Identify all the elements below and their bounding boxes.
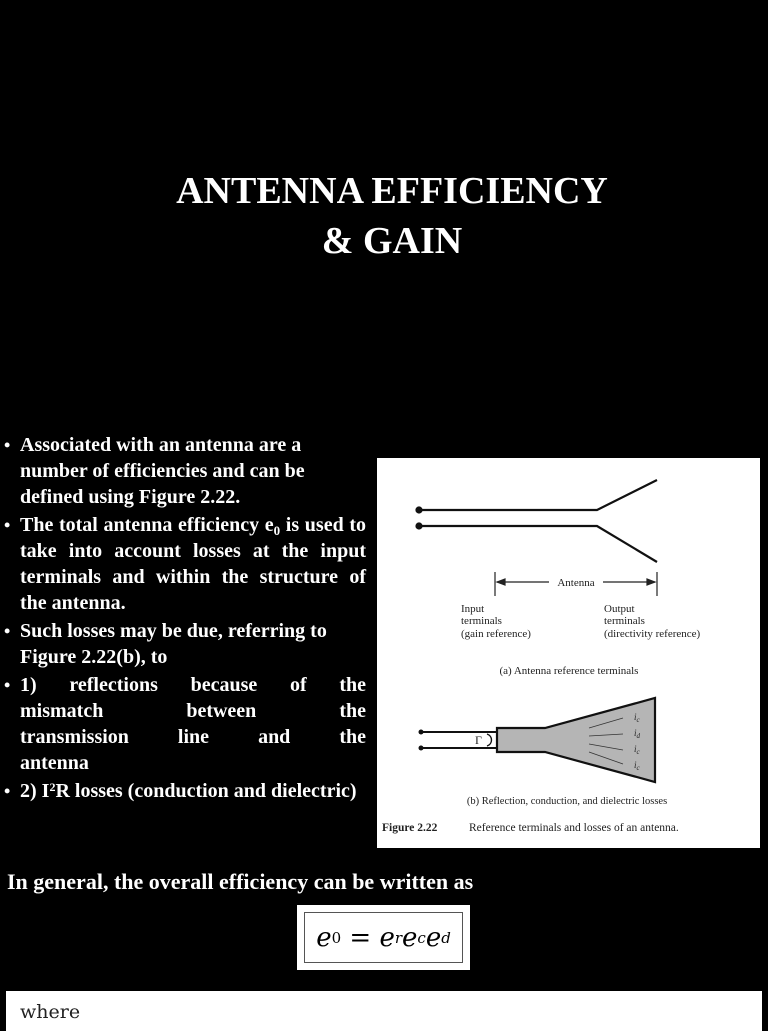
bullet-list [4,432,366,806]
formula-subscript: d [441,928,451,947]
word: reflections [69,674,158,696]
bullet-text-post: R losses (conduction and dielectric) [55,780,357,802]
word: and [258,726,291,748]
antenna-diagram [377,458,760,848]
word: line [177,726,210,748]
current-label: $i_c$ [634,712,640,724]
output-label-line-1: Output [604,603,635,615]
bullet-dot-icon: • [4,781,11,801]
bullet-text-pre: 2) I [20,780,50,802]
slide-title [0,166,768,266]
formula-subscript: r [394,928,403,947]
antenna-figure [377,458,760,848]
word: mismatch [20,700,104,722]
where-text: where [20,1001,81,1023]
word: 1) [20,674,37,696]
bullet-dot-icon: • [4,621,11,641]
formula-term: e [379,922,395,953]
antenna-label: Antenna [557,577,595,589]
bullet-item [4,432,366,510]
word: because [190,674,258,696]
loss-diagram [419,698,656,782]
bullet-line: antenna [20,752,89,774]
caption-b: (b) Reflection, conduction, and dielectric losses [466,796,668,807]
bullet-dot-icon: • [4,515,11,535]
bullet-item [4,672,366,776]
figure-number: Figure 2.22 [382,822,438,834]
current-label: $i_c$ [634,744,640,756]
input-label-line-3: (gain reference) [461,628,531,640]
output-label-line-3: (directivity reference) [604,628,701,640]
current-label: $i_c$ [634,760,640,772]
bullet-item [4,618,366,670]
formula-term: e [402,922,418,953]
bullet-text-post: is used to take into account losses at the input terminals and within the structure of the antenna. [20,514,366,614]
current-label: $i_d$ [634,728,641,740]
word: transmission [20,726,129,748]
bullet-dot-icon: • [4,435,11,455]
input-label-line-1: Input [461,603,485,615]
input-label-line-2: terminals [461,615,502,627]
bullet-line [20,724,366,750]
caption-a: (a) Antenna reference terminals [499,665,639,677]
word: of [289,674,307,696]
bullet-item [4,778,366,804]
formula-subscript: c [417,928,426,947]
title-line-1: ANTENNA EFFICIENCY [176,170,608,212]
bullet-line [20,698,366,724]
bullet-text-pre: The total antenna efficiency e [20,514,274,536]
title-line-2: & GAIN [321,220,463,262]
superscript: 2 [49,780,56,794]
general-statement: In general, the overall efficiency can be written as [7,869,474,894]
figure-caption: Reference terminals and losses of an antenna. [469,822,679,834]
efficiency-formula [304,912,463,963]
gamma-label: Γ [475,733,482,747]
where-box [6,991,762,1031]
subscript: 0 [273,523,281,538]
word: between [186,700,257,722]
bullet-dot-icon: • [4,675,11,695]
word: the [339,674,366,696]
bullet-text: Associated with an antenna are a number of efficiencies and can be defined using Figure 2.22. [20,434,305,508]
antenna-terminals-drawing [417,480,658,562]
bullet-line [20,672,366,698]
bullet-text: Such losses may be due, referring to Figure 2.22(b), to [20,620,327,668]
formula-term: e [425,922,442,953]
formula-box [297,905,470,970]
word: the [339,700,366,722]
word: the [339,726,366,748]
output-label-line-2: terminals [604,615,645,627]
formula-term: e [316,922,332,953]
formula-equals: = [341,922,380,953]
bullet-item [4,512,366,616]
formula-subscript: 0 [331,928,342,947]
